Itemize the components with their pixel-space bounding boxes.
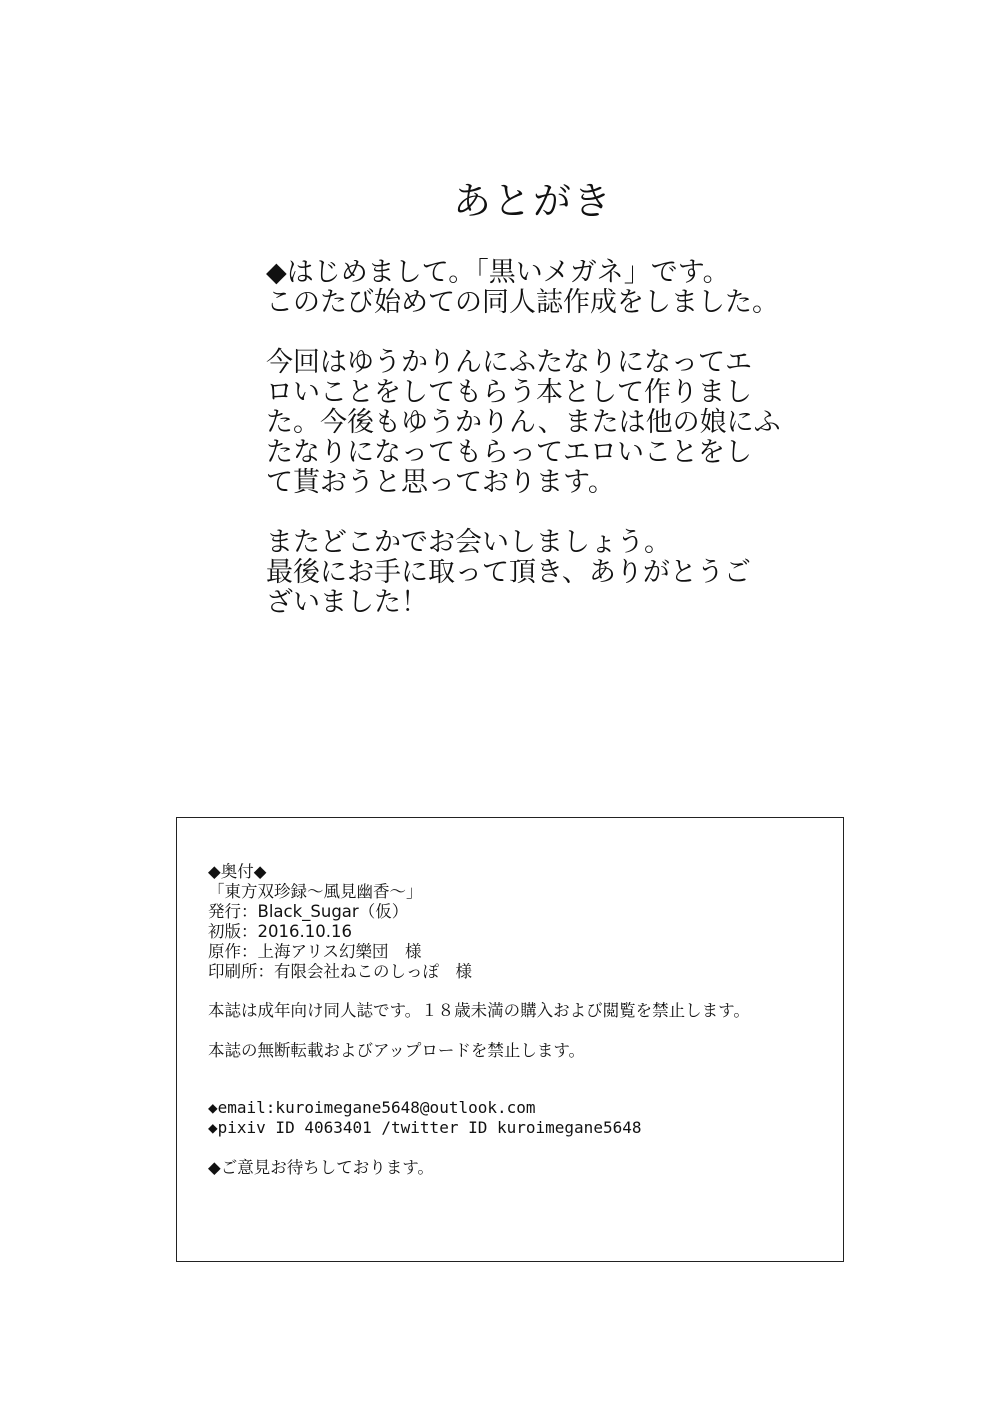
afterword-line: 今回はゆうかりんにふたなりになってエ xyxy=(266,347,752,378)
afterword-line: またどこかでお会いしましょう。 xyxy=(266,527,671,558)
copy-notice: 本誌の無断転載およびアップロードを禁止します。 xyxy=(208,1041,586,1060)
colophon-original-work: 原作：上海アリス幻樂団 様 xyxy=(208,942,422,961)
page-title: あとがき xyxy=(452,179,613,223)
afterword-line: ロいことをしてもらう本として作りまし xyxy=(266,377,752,408)
contact-email: ◆email:kuroimegane5648@outlook.com xyxy=(208,1098,536,1117)
afterword-line: た。今後もゆうかりん、または他の娘にふ xyxy=(266,407,781,438)
colophon-box xyxy=(176,817,844,1262)
afterword-paragraph xyxy=(266,528,826,618)
afterword-line: このたび始めての同人誌作成をしました。 xyxy=(266,287,779,318)
colophon-book-title: 「東方双珍録～風見幽香～」 xyxy=(208,882,423,901)
colophon-heading: ◆奥付◆ xyxy=(208,862,267,881)
afterword-line: ざいました！ xyxy=(266,587,428,618)
colophon-printer: 印刷所：有限会社ねこのしっぽ 様 xyxy=(208,962,472,981)
contact-ids: ◆pixiv ID 4063401 /twitter ID kuroimegane5648 xyxy=(208,1118,642,1137)
afterword-paragraph xyxy=(266,258,826,318)
afterword-line: て貰おうと思っております。 xyxy=(266,467,615,498)
feedback-note: ◆ご意見お待ちしております。 xyxy=(208,1158,434,1177)
adult-notice: 本誌は成年向け同人誌です。１８歳未満の購入および閲覧を禁止します。 xyxy=(208,1001,750,1020)
afterword-body xyxy=(266,258,826,648)
colophon-first-edition: 初版：2016.10.16 xyxy=(208,922,352,941)
afterword-line: たなりになってもらってエロいことをし xyxy=(266,437,752,468)
colophon-content xyxy=(208,862,833,1178)
colophon-publisher: 発行：Black_Sugar（仮） xyxy=(208,902,409,921)
afterword-line: 最後にお手に取って頂き、ありがとうご xyxy=(266,557,751,588)
afterword-paragraph xyxy=(266,348,826,498)
afterword-line: ◆はじめまして。「黒いメガネ」です。 xyxy=(266,257,730,288)
